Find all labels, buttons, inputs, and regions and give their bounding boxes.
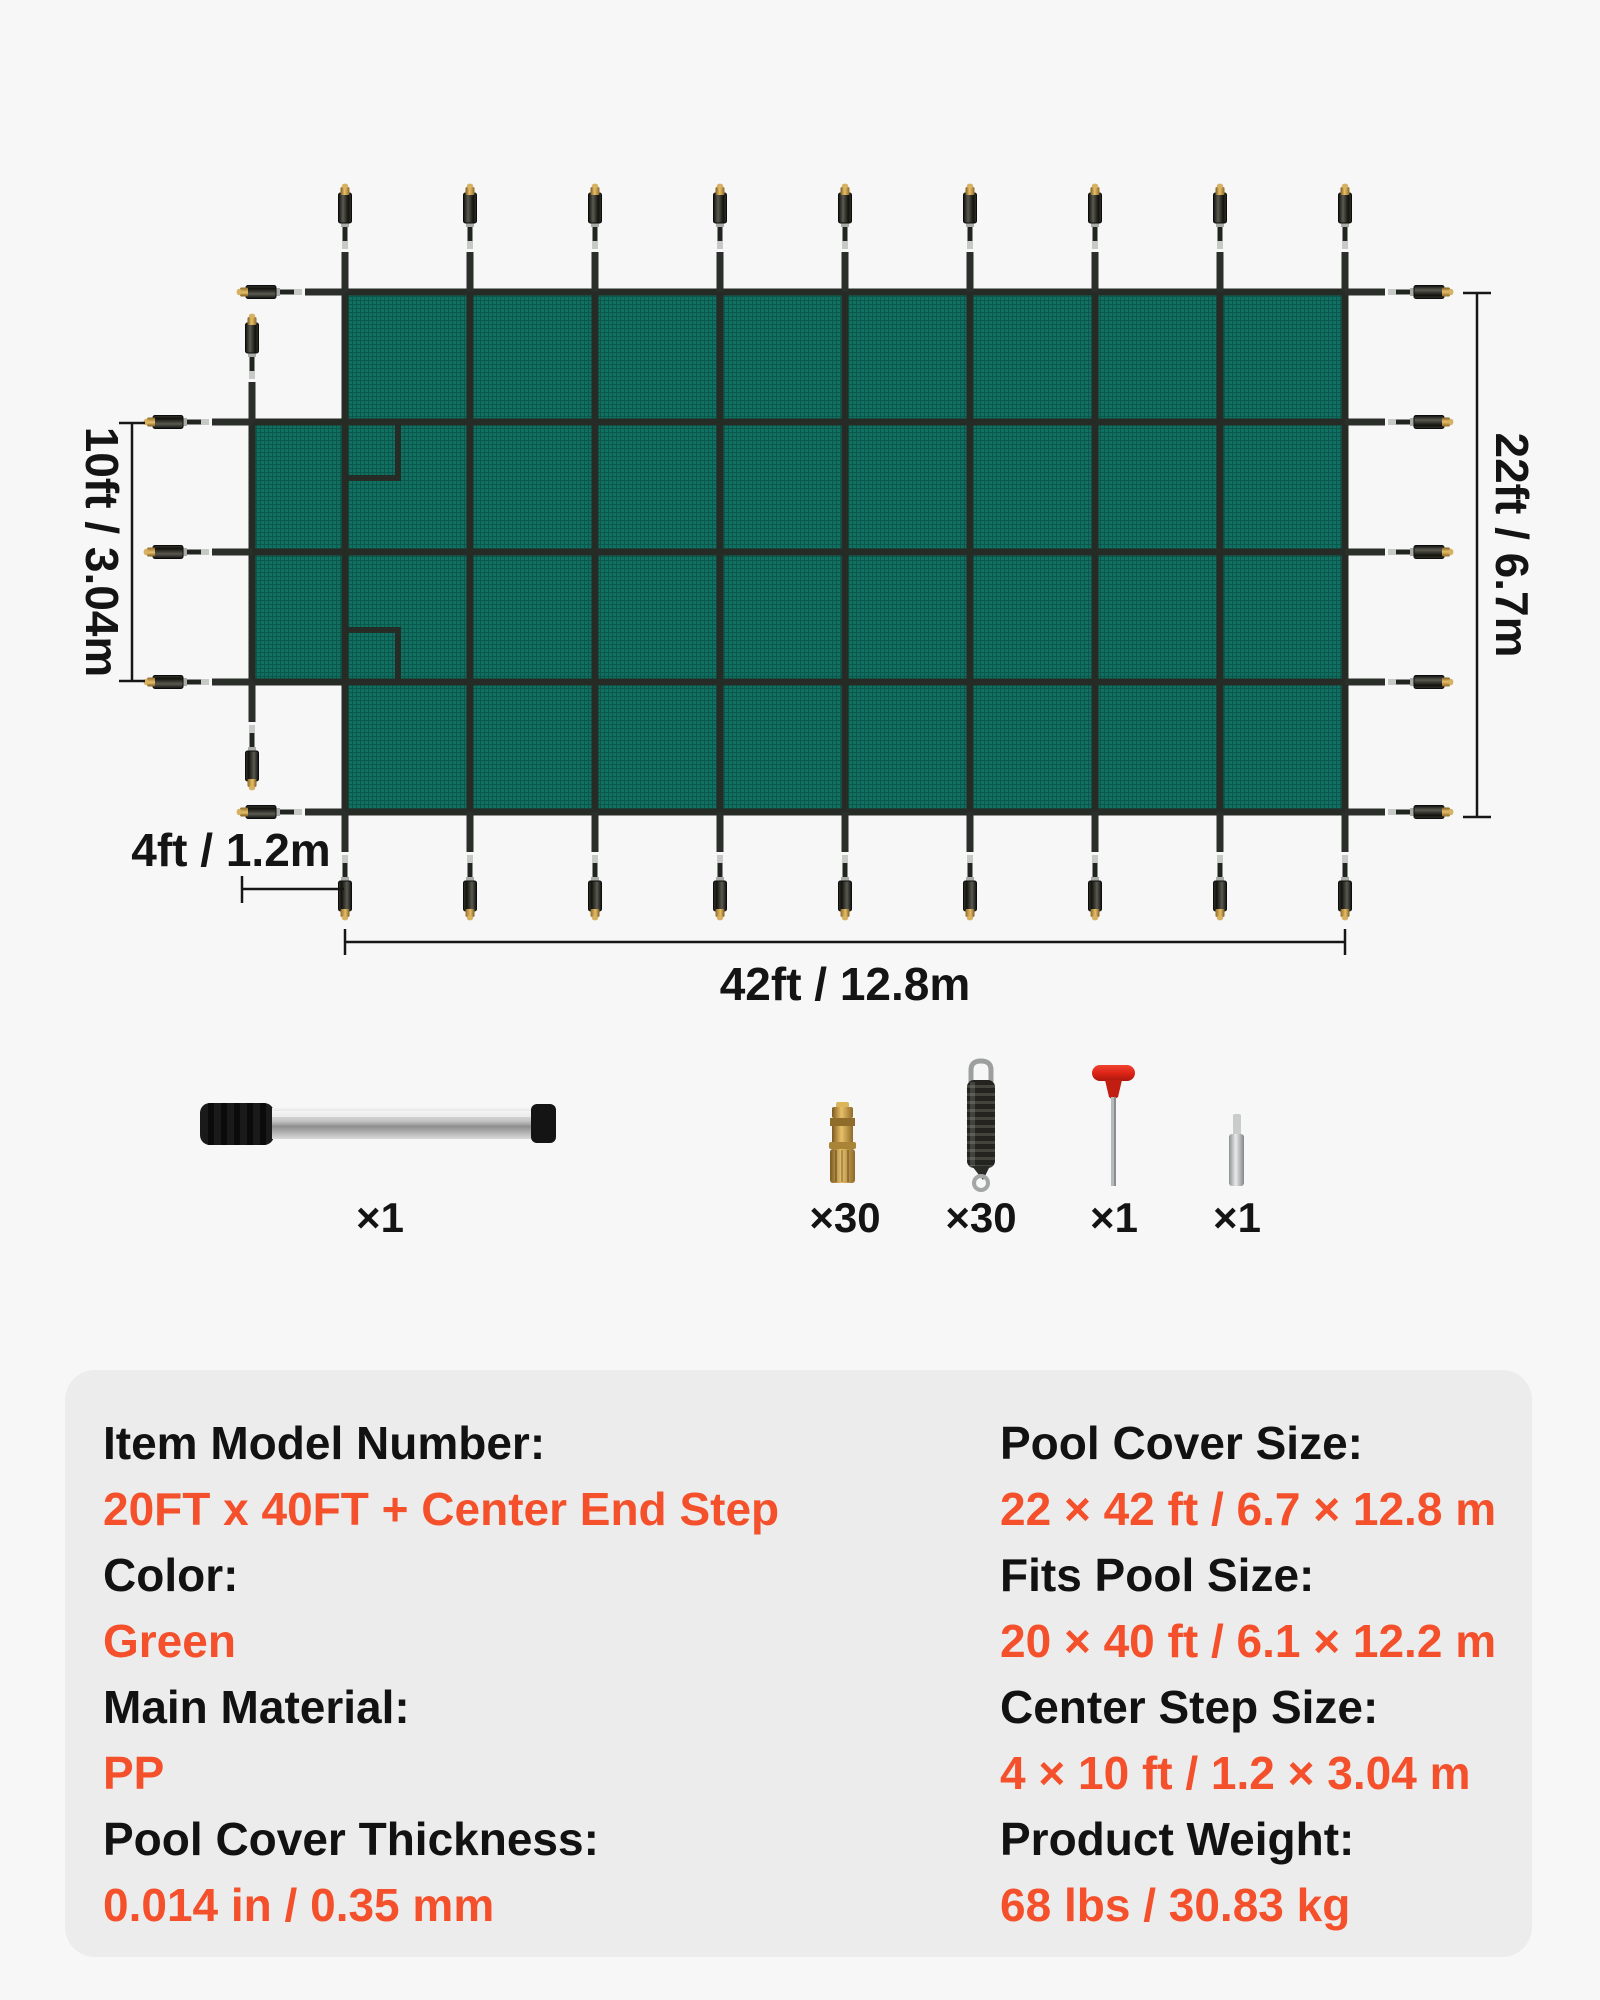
dim-label-step-width: 4ft / 1.2m <box>131 824 331 876</box>
spec-value: PP <box>103 1747 165 1799</box>
t-handle-count: ×1 <box>1090 1194 1138 1241</box>
anchor <box>589 812 602 920</box>
spec-label: Main Material: <box>103 1681 410 1733</box>
spec-column-left <box>103 1410 779 1938</box>
dim-label-main-height: 22ft / 6.7m <box>1486 432 1538 658</box>
anchor <box>1214 812 1227 920</box>
spring-icon <box>967 1061 995 1190</box>
anchor <box>1089 184 1102 292</box>
anchor <box>1345 676 1453 689</box>
spec-value: 20FT x 40FT + Center End Step <box>103 1483 780 1535</box>
spec-label: Center Step Size: <box>1000 1681 1379 1733</box>
anchor <box>246 314 259 422</box>
brass-anchor-icon <box>829 1102 856 1183</box>
anchor <box>339 812 352 920</box>
anchor <box>839 812 852 920</box>
dim-label-step-height: 10ft / 3.04m <box>76 426 128 678</box>
dim-label-main-width: 42ft / 12.8m <box>719 958 971 1010</box>
anchor <box>144 546 252 559</box>
anchor <box>1345 286 1453 299</box>
installation-rod-icon <box>200 1103 556 1145</box>
anchor <box>144 416 252 429</box>
anchor <box>1339 812 1352 920</box>
anchor <box>1214 184 1227 292</box>
anchor <box>464 184 477 292</box>
spec-label: Color: <box>103 1549 239 1601</box>
t-handle-key-icon <box>1092 1065 1135 1186</box>
anchor <box>964 184 977 292</box>
anchor <box>1345 416 1453 429</box>
anchor <box>144 676 252 689</box>
spec-value: 22 × 42 ft / 6.7 × 12.8 m <box>1000 1483 1497 1535</box>
spec-value: Green <box>103 1615 236 1667</box>
spec-label: Item Model Number: <box>103 1417 546 1469</box>
tamping-pin-icon <box>1229 1114 1244 1186</box>
spec-value: 4 × 10 ft / 1.2 × 3.04 m <box>1000 1747 1471 1799</box>
anchor <box>237 286 345 299</box>
spec-value: 68 lbs / 30.83 kg <box>1000 1879 1351 1931</box>
anchor <box>714 184 727 292</box>
anchor <box>1089 812 1102 920</box>
spec-label: Pool Cover Thickness: <box>103 1813 599 1865</box>
anchor <box>237 806 345 819</box>
anchor <box>714 812 727 920</box>
anchor <box>1345 806 1453 819</box>
anchor <box>464 812 477 920</box>
spec-label: Product Weight: <box>1000 1813 1355 1865</box>
anchor <box>964 812 977 920</box>
spec-panel <box>65 1370 1532 1957</box>
anchor <box>246 682 259 790</box>
spec-value: 0.014 in / 0.35 mm <box>103 1879 495 1931</box>
anchor <box>839 184 852 292</box>
pool-cover <box>252 292 1349 812</box>
anchor-count: ×30 <box>809 1194 881 1241</box>
anchor <box>339 184 352 292</box>
anchor <box>1345 546 1453 559</box>
spec-value: 20 × 40 ft / 6.1 × 12.2 m <box>1000 1615 1497 1667</box>
anchor <box>589 184 602 292</box>
spring-count: ×30 <box>945 1194 1017 1241</box>
spec-column-right <box>1000 1410 1496 1938</box>
spec-label: Fits Pool Size: <box>1000 1549 1315 1601</box>
anchor <box>1339 184 1352 292</box>
pin-count: ×1 <box>1213 1194 1261 1241</box>
spec-label: Pool Cover Size: <box>1000 1417 1363 1469</box>
rod-count: ×1 <box>356 1194 404 1241</box>
